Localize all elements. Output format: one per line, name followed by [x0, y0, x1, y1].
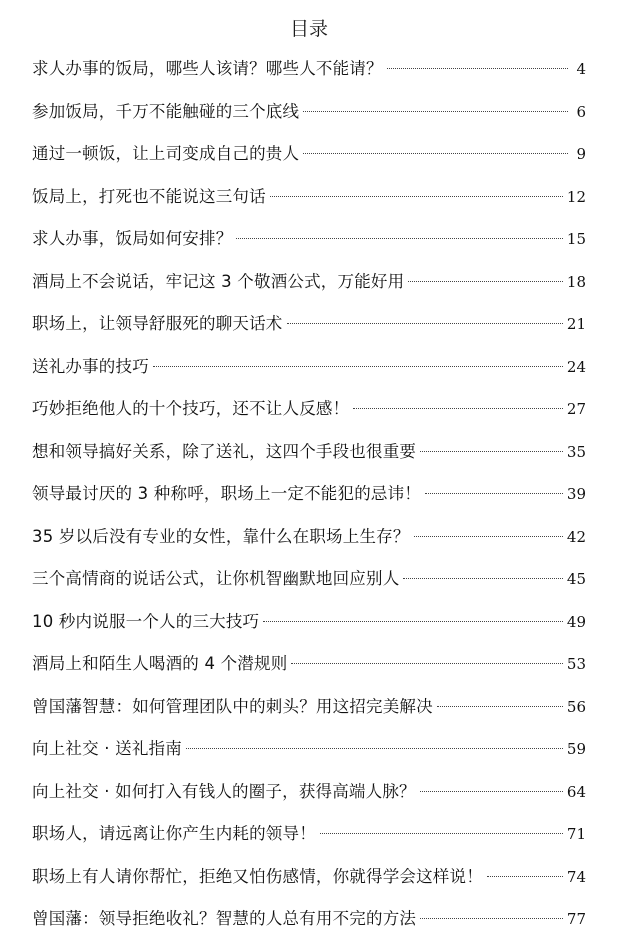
- toc-entry-page-number[interactable]: 42: [566, 527, 586, 546]
- toc-entry-page-number[interactable]: 21: [566, 315, 586, 333]
- toc-entry-page-number[interactable]: 27: [566, 400, 586, 418]
- toc-entry[interactable]: [32, 141, 586, 184]
- dot-leader: [186, 748, 563, 749]
- toc-entry[interactable]: [32, 226, 586, 269]
- toc-entry-title[interactable]: 曾国藩：领导拒绝收礼？智慧的人总有用不完的方法: [32, 909, 417, 928]
- toc-entry-title[interactable]: 10 秒内说服一个人的三大技巧: [32, 611, 260, 631]
- dot-leader: [387, 68, 568, 69]
- toc-entry-title[interactable]: 向上社交 · 如何打入有钱人的圈子，获得高端人脉？: [32, 781, 416, 801]
- toc-entry[interactable]: [32, 56, 586, 99]
- toc-entry-title[interactable]: 巧妙拒绝他人的十个技巧，还不让人反感！: [32, 399, 350, 418]
- toc-entry-page-number[interactable]: 6: [576, 102, 586, 121]
- toc-entry-title[interactable]: 想和领导搞好关系，除了送礼，这四个手段也很重要: [32, 441, 417, 461]
- toc-entry[interactable]: [32, 651, 586, 694]
- toc-entry-page-number[interactable]: 77: [566, 910, 586, 928]
- toc-entry[interactable]: [32, 524, 586, 567]
- toc-entry-title[interactable]: 求人办事，饭局如何安排？: [32, 229, 233, 248]
- dot-leader: [153, 366, 563, 367]
- dot-leader: [403, 578, 563, 579]
- toc-entry-page-number[interactable]: 12: [566, 187, 586, 206]
- dot-leader: [291, 663, 563, 664]
- dot-leader: [263, 621, 563, 622]
- toc-entry-title[interactable]: 参加饭局，千万不能触碰的三个底线: [32, 101, 300, 121]
- toc-entry-page-number[interactable]: 35: [566, 442, 586, 461]
- dot-leader: [414, 536, 563, 537]
- dot-leader: [303, 111, 568, 112]
- toc-entry-page-number[interactable]: 59: [566, 740, 586, 758]
- toc-title: 目录: [289, 18, 328, 40]
- toc-entry-page-number[interactable]: 18: [566, 272, 586, 291]
- toc-entry-page-number[interactable]: 64: [566, 782, 586, 801]
- toc-entry-page-number[interactable]: 39: [566, 485, 586, 503]
- toc-entry[interactable]: [32, 184, 586, 227]
- dot-leader: [425, 493, 563, 494]
- toc-entry[interactable]: [32, 609, 586, 652]
- toc-entry[interactable]: [32, 354, 586, 397]
- toc-entry-page-number[interactable]: 9: [576, 145, 586, 163]
- toc-entry-title[interactable]: 职场人，请远离让你产生内耗的领导！: [32, 824, 316, 843]
- dot-leader: [437, 706, 563, 707]
- toc-entry-page-number[interactable]: 24: [566, 357, 586, 376]
- toc-entry-page-number[interactable]: 49: [566, 612, 586, 631]
- toc-entry-title[interactable]: 职场上，让领导舒服死的聊天话术: [32, 314, 283, 333]
- toc-entry[interactable]: [32, 736, 586, 779]
- toc-entry-title[interactable]: 三个高情商的说话公式，让你机智幽默地回应别人: [32, 569, 400, 588]
- dot-leader: [420, 451, 563, 452]
- toc-entry-title[interactable]: 职场上有人请你帮忙，拒绝又怕伤感情，你就得学会这样说！: [32, 866, 483, 886]
- dot-leader: [236, 238, 563, 239]
- toc-entry[interactable]: [32, 269, 586, 312]
- dot-leader: [270, 196, 563, 197]
- toc-entry-title[interactable]: 向上社交 · 送礼指南: [32, 739, 182, 758]
- toc-entry-title[interactable]: 酒局上和陌生人喝酒的 4 个潜规则: [32, 654, 288, 673]
- toc-entry-title[interactable]: 35 岁以后没有专业的女性，靠什么在职场上生存？: [32, 526, 410, 546]
- toc-entry[interactable]: [32, 396, 586, 439]
- dot-leader: [420, 791, 563, 792]
- dot-leader: [303, 153, 568, 154]
- dot-leader: [487, 876, 563, 877]
- toc-entry[interactable]: [32, 864, 586, 907]
- toc-entry-title[interactable]: 送礼办事的技巧: [32, 356, 149, 376]
- toc-entry[interactable]: [32, 566, 586, 609]
- toc-entry[interactable]: [32, 906, 586, 949]
- toc-entry-title[interactable]: 通过一顿饭，让上司变成自己的贵人: [32, 144, 300, 163]
- toc-entry-page-number[interactable]: 74: [566, 867, 586, 886]
- toc-entry-title[interactable]: 酒局上不会说话，牢记这 3 个敬酒公式，万能好用: [32, 271, 405, 291]
- toc-entry[interactable]: [32, 694, 586, 737]
- dot-leader: [287, 323, 563, 324]
- toc-entry-page-number[interactable]: 56: [566, 697, 586, 716]
- toc-entry[interactable]: [32, 779, 586, 822]
- dot-leader: [353, 408, 563, 409]
- toc-entry-page-number[interactable]: 53: [566, 655, 586, 673]
- dot-leader: [320, 833, 563, 834]
- dot-leader: [408, 281, 563, 282]
- toc-entry[interactable]: [32, 481, 586, 524]
- toc-entry[interactable]: [32, 821, 586, 864]
- toc-entry-page-number[interactable]: 15: [566, 230, 586, 248]
- toc-entry-page-number[interactable]: 45: [566, 570, 586, 588]
- toc-list: [32, 56, 586, 949]
- dot-leader: [420, 918, 563, 919]
- toc-entry-page-number[interactable]: 4: [576, 60, 586, 78]
- toc-entry[interactable]: [32, 439, 586, 482]
- toc-entry[interactable]: [32, 311, 586, 354]
- toc-entry-title[interactable]: 饭局上，打死也不能说这三句话: [32, 186, 266, 206]
- toc-entry-title[interactable]: 求人办事的饭局，哪些人该请？哪些人不能请？: [32, 59, 383, 78]
- toc-entry[interactable]: [32, 99, 586, 142]
- toc-entry-page-number[interactable]: 71: [566, 825, 586, 843]
- toc-entry-title[interactable]: 领导最讨厌的 3 种称呼，职场上一定不能犯的忌讳！: [32, 484, 421, 503]
- toc-entry-title[interactable]: 曾国藩智慧：如何管理团队中的刺头？用这招完美解决: [32, 696, 433, 716]
